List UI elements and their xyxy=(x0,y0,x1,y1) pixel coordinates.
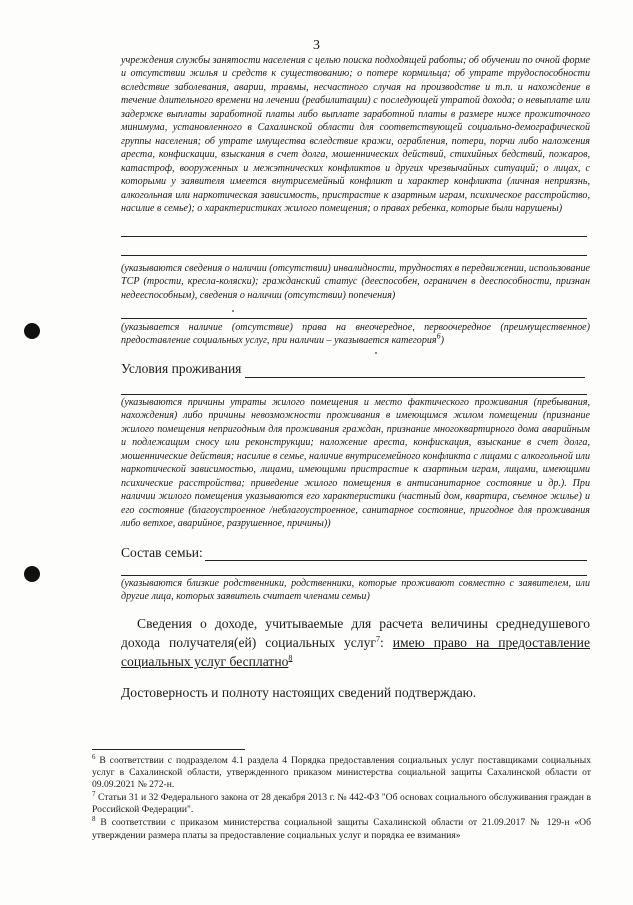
footnote-divider xyxy=(92,749,245,750)
living-conditions-label: Условия проживания xyxy=(121,361,242,376)
intro-note: учреждения службы занятости населения с целью поиска подходящей работы; об обучении по очной форме и отсутствии жилья и средств к существованию; о потере кормильца; об утрате трудоспособности вследствие заболевания, аварии, травмы, несчастного случая на производстве и т.п. и нахождение в течение длительного времени на лечении (реабилитации) с последующей утратой дохода; о невыплате или задержке выплаты заработной платы либо выплате заработной платы в размере ниже прожиточного минимума, установленного в Сахалинской области для соответствующей социально-демографической группы населения; об утрате имущества вследствие кражи, ограбления, потери, порчи либо наложения ареста, конфискации, взыскания в счет долга, мошеннических действий, стихийных бедствий, пожаров, катастроф, вооруженных и межэтнических конфликтов и других чрезвычайных ситуаций; о лицах, с которыми у заявителя имеется внутрисемейный конфликт и характер конфликта (личная неприязнь, алкогольная или наркотическая зависимость, пристрастие к азартным играм, психическое расстройство, насилие в семье); о характеристиках жилого помещения; о правах ребенка, которые были нарушены) xyxy=(121,55,591,214)
footnote-number: 7 xyxy=(92,790,96,799)
footnotes xyxy=(92,752,591,843)
free-services-entitlement: имею право на предоставление социальных услуг бесплатно xyxy=(121,635,590,669)
punch-hole xyxy=(24,323,40,339)
confirmation-statement: Достоверность и полноту настоящих сведений подтверждаю. xyxy=(121,685,477,700)
income-statement xyxy=(121,614,590,671)
page-number: 3 xyxy=(313,38,320,53)
footnote-number: 6 xyxy=(92,752,96,761)
blank-line xyxy=(121,236,587,237)
scan-speck xyxy=(375,352,377,354)
footnote-ref: 8 xyxy=(288,653,293,663)
priority-note xyxy=(121,321,590,348)
income-text: Сведения о доходе, учитываемые для расчета величины среднедушевого дохода получателя(ей) социальных услуг xyxy=(121,616,590,650)
living-conditions-row xyxy=(121,361,241,377)
family-note: (указываются близкие родственники, родственники, которые проживают совместно с заявителем, или другие лица, которых заявитель считает членами семьи) xyxy=(121,578,590,603)
blank-line xyxy=(121,394,587,395)
living-conditions-field[interactable] xyxy=(245,377,585,378)
footnote-ref: 7 xyxy=(375,634,380,644)
footnote-text: В соответствии с приказом министерства социальной защиты Сахалинской области от 21.09.2017 № 129-н «Об утверждении размера платы за предоставление социальных услуг и порядка ее взимания» xyxy=(92,817,591,841)
footnote-number: 8 xyxy=(92,815,96,824)
punch-hole xyxy=(24,566,40,582)
footnote-item xyxy=(92,752,591,791)
family-composition-field[interactable] xyxy=(205,560,587,561)
footnote-item xyxy=(92,792,591,816)
footnote-item xyxy=(92,817,591,841)
footnote-text: Статьи 31 и 32 Федерального закона от 28 декабря 2013 г. № 442-ФЗ "Об основах социального обслуживания граждан в Российской Федерации". xyxy=(92,792,591,816)
living-conditions-note: (указываются причины утраты жилого помещения и место фактического проживания (пребывания, нахождения) либо причины невозможности проживания в имеющимся жилом помещении (признание жилого помещения непригодным для проживания граждан, признание многоквартирного дома аварийным и подлежащим сносу или реконструкции; наложение ареста, конфискация, взыскание в счет долга, мошеннические действия; насилие в семье, наличие внутрисемейного конфликта с лицами с алкогольной или наркотической зависимостью, лицами, имеющими пристрастие к азартным играм, лицами, имеющими психические расстройства; приведение жилого помещения в антисанитарное состояние и др.). При наличии жилого помещения указываются его характеристики (частный дом, квартира, съемное жилье) и его состояние (благоустроенное /неблагоустроенное, санитарное состояние, пригодное для проживания либо ветхое, аварийное, разрушенное, причины)) xyxy=(121,397,590,530)
blank-line xyxy=(121,255,587,256)
footnote-text: В соответствии с подразделом 4.1 раздела 4 Порядка предоставления социальных услуг поставщиками социальных услуг в Сахалинской области, утвержденного приказом министерства социальной защиты Сахалинской области от 09.09.2021 № 272-н. xyxy=(92,755,591,791)
family-composition-row xyxy=(121,545,203,561)
priority-note-end: ) xyxy=(440,335,445,347)
blank-line xyxy=(121,318,587,319)
family-composition-label: Состав семьи: xyxy=(121,545,203,560)
blank-line xyxy=(121,575,587,576)
disability-note: (указываются сведения о наличии (отсутствии) инвалидности, трудностях в передвижении, использование ТСР (трости, кресла-коляски); гражданский статус (дееспособен, ограничен в дееспособности, признан недееспособным), сведения о наличии (отсутствии) попечения) xyxy=(121,263,590,301)
priority-note-text: (указывается наличие (отсутствие) права на внеочередное, первоочередное (преимущественное) предоставление социальных услуг, при наличии – указывается категория xyxy=(121,322,590,347)
scan-speck xyxy=(232,310,234,312)
footnote-ref: 6 xyxy=(436,332,441,342)
income-colon: : xyxy=(379,635,393,650)
